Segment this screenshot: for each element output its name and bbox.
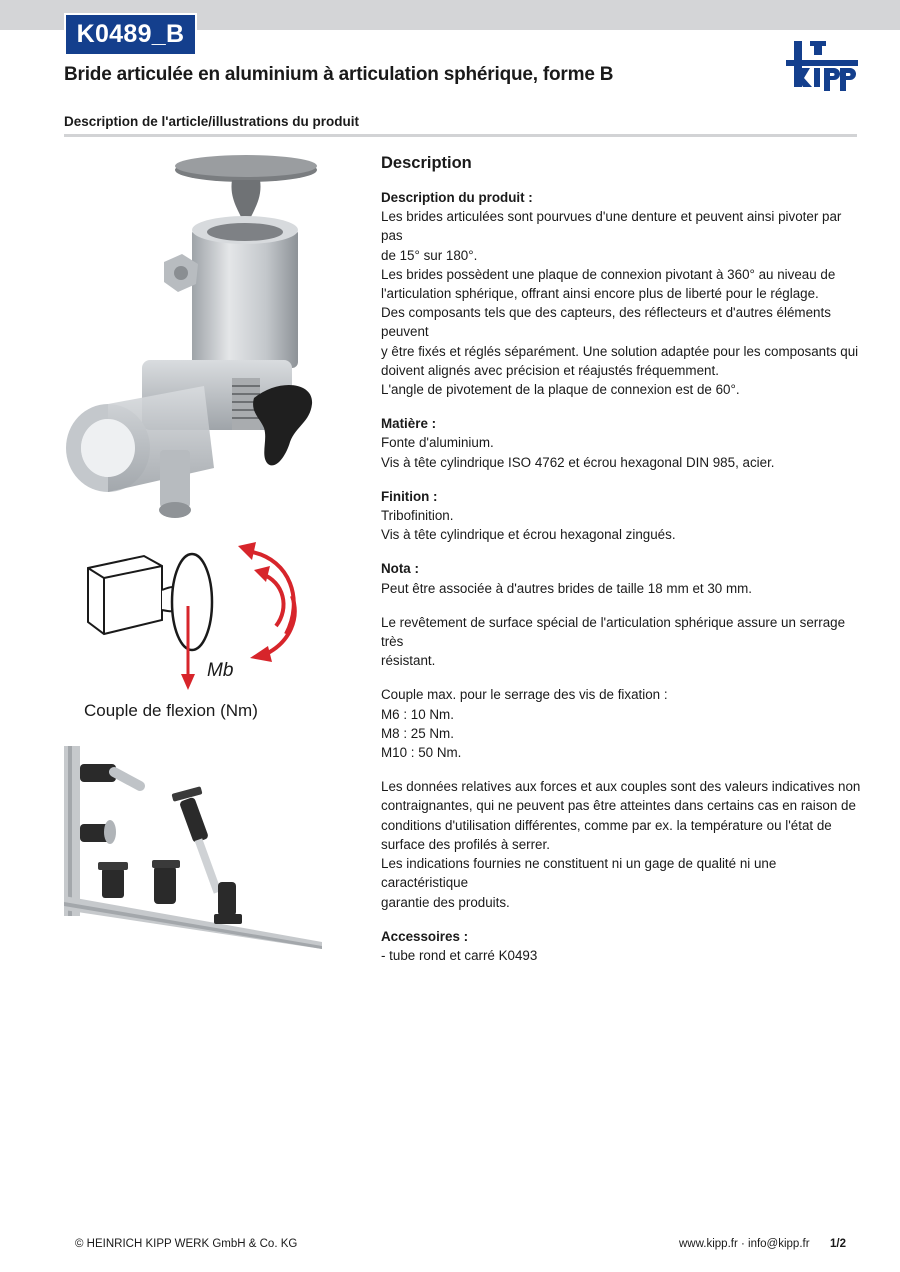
description-panel bbox=[381, 152, 861, 980]
footer-copyright: © HEINRICH KIPP WERK GmbH & Co. KG bbox=[75, 1238, 298, 1250]
moment-label: Mb bbox=[207, 660, 234, 681]
text-line: surface des profilés à serrer. bbox=[381, 836, 550, 852]
text-line: Fonte d'aluminium. bbox=[381, 435, 494, 451]
disclaimer-block bbox=[381, 777, 861, 911]
text-line: résistant. bbox=[381, 653, 436, 669]
text-line: de 15° sur 180°. bbox=[381, 247, 478, 263]
text-line: l'articulation sphérique, offrant ainsi encore plus de liberté pour le réglage. bbox=[381, 286, 819, 302]
accessories-heading: Accessoires : bbox=[381, 928, 469, 944]
text-line: M10 : 50 Nm. bbox=[381, 745, 462, 761]
note-block bbox=[381, 559, 861, 597]
text-line: Tribofinition. bbox=[381, 508, 454, 524]
text-line: Le revêtement de surface spécial de l'articulation sphérique assure un serrage très bbox=[381, 614, 846, 650]
accessories-block bbox=[381, 927, 861, 965]
text-line: y être fixés et réglés séparément. Une solution adaptée pour les composants qui bbox=[381, 343, 859, 359]
finish-heading: Finition : bbox=[381, 488, 438, 504]
text-line: Les brides possèdent une plaque de connexion pivotant à 360° au niveau de bbox=[381, 266, 836, 282]
text-line: Vis à tête cylindrique ISO 4762 et écrou hexagonal DIN 985, acier. bbox=[381, 454, 775, 470]
text-line: Les données relatives aux forces et aux couples sont des valeurs indicatives non bbox=[381, 779, 861, 795]
finish-block bbox=[381, 487, 861, 545]
material-block bbox=[381, 414, 861, 472]
text-line: contraignantes, qui ne peuvent pas être atteintes dans certains cas en raison de bbox=[381, 798, 856, 814]
footer-contact: www.kipp.fr · info@kipp.fr bbox=[679, 1238, 810, 1250]
text-line: garantie des produits. bbox=[381, 894, 510, 910]
application-example-image bbox=[64, 746, 322, 949]
section-divider bbox=[64, 134, 857, 137]
torque-block bbox=[381, 685, 861, 762]
text-line: conditions d'utilisation différentes, comme par ex. la température ou l'état de bbox=[381, 817, 832, 833]
product-description-block bbox=[381, 188, 861, 399]
product-description-heading: Description du produit : bbox=[381, 190, 533, 205]
note-heading: Nota : bbox=[381, 561, 419, 577]
diagram-caption: Couple de flexion (Nm) bbox=[84, 701, 258, 720]
coating-block bbox=[381, 613, 861, 671]
page-number: 1/2 bbox=[830, 1238, 846, 1250]
kipp-logo bbox=[784, 38, 860, 92]
text-line: Les brides articulées sont pourvues d'une denture et peuvent ainsi pivoter par pas bbox=[381, 209, 842, 244]
text-line: L'angle de pivotement de la plaque de connexion est de 60°. bbox=[381, 382, 740, 398]
text-line: doivent alignés avec précision et réajustés fréquemment. bbox=[381, 362, 719, 378]
text-line: Peut être associée à d'autres brides de taille 18 mm et 30 mm. bbox=[381, 580, 752, 596]
article-code-badge: K0489_B bbox=[64, 13, 197, 56]
product-image bbox=[64, 150, 326, 525]
section-label: Description de l'article/illustrations du produit bbox=[64, 114, 359, 129]
text-line: Les indications fournies ne constituent ni un gage de qualité ni une caractéristique bbox=[381, 856, 777, 891]
text-line: - tube rond et carré K0493 bbox=[381, 947, 538, 963]
material-heading: Matière : bbox=[381, 416, 437, 432]
description-heading: Description bbox=[381, 154, 472, 172]
text-line: Des composants tels que des capteurs, des réflecteurs et d'autres éléments peuvent bbox=[381, 305, 831, 340]
text-line: M8 : 25 Nm. bbox=[381, 725, 454, 741]
text-line: Vis à tête cylindrique et écrou hexagonal zingués. bbox=[381, 527, 676, 543]
text-line: Couple max. pour le serrage des vis de fixation : bbox=[381, 687, 668, 703]
text-line: M6 : 10 Nm. bbox=[381, 706, 454, 722]
page-title: Bride articulée en aluminium à articulation sphérique, forme B bbox=[64, 64, 614, 85]
